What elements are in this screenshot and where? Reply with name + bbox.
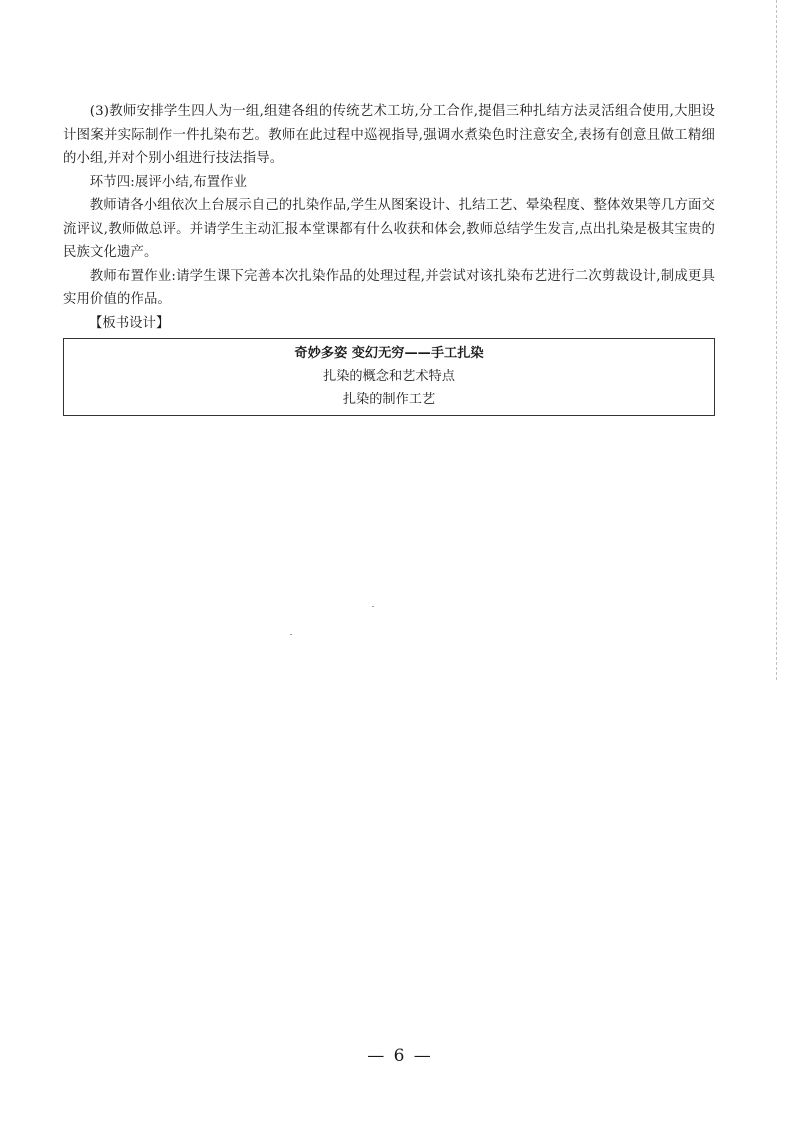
section-heading-step-4: 环节四:展评小结,布置作业: [89, 174, 248, 190]
board-design-line-concept: 扎染的概念和艺术特点: [323, 369, 455, 384]
paragraph-review: 教师请各小组依次上台展示自己的扎染作品,学生从图案设计、扎结工艺、晕染程度、整体效果等几方面交流评议,教师做总评。并请学生主动汇报本堂课都有什么收获和体会,教师总结学生发言,点出扎染是极其宝贵的民族文化遗产。: [63, 198, 715, 260]
paragraph-step-3: (3)教师安排学生四人为一组,组建各组的传统艺术工坊,分工合作,提倡三种扎结方法灵活组合使用,大胆设计图案并实际制作一件扎染布艺。教师在此过程中巡视指导,强调水煮染色时注意安全,表扬有创意且做工精细的小组,并对个别小组进行技法指导。: [63, 104, 715, 166]
scan-speck: [372, 606, 374, 607]
scan-speck: [290, 634, 292, 635]
board-design-title: 奇妙多姿 变幻无穷——手工扎染: [294, 346, 484, 361]
board-design-line-craft: 扎染的制作工艺: [342, 392, 436, 407]
board-design-box: [63, 338, 715, 416]
page-number: — 6 —: [367, 1046, 433, 1066]
board-design-label: 【板书设计】: [89, 315, 170, 331]
page-content: [63, 100, 715, 416]
scan-edge-line: [776, 0, 777, 680]
paragraph-homework: 教师布置作业:请学生课下完善本次扎染作品的处理过程,并尝试对该扎染布艺进行二次剪裁设计,制成更具实用价值的作品。: [63, 268, 715, 307]
